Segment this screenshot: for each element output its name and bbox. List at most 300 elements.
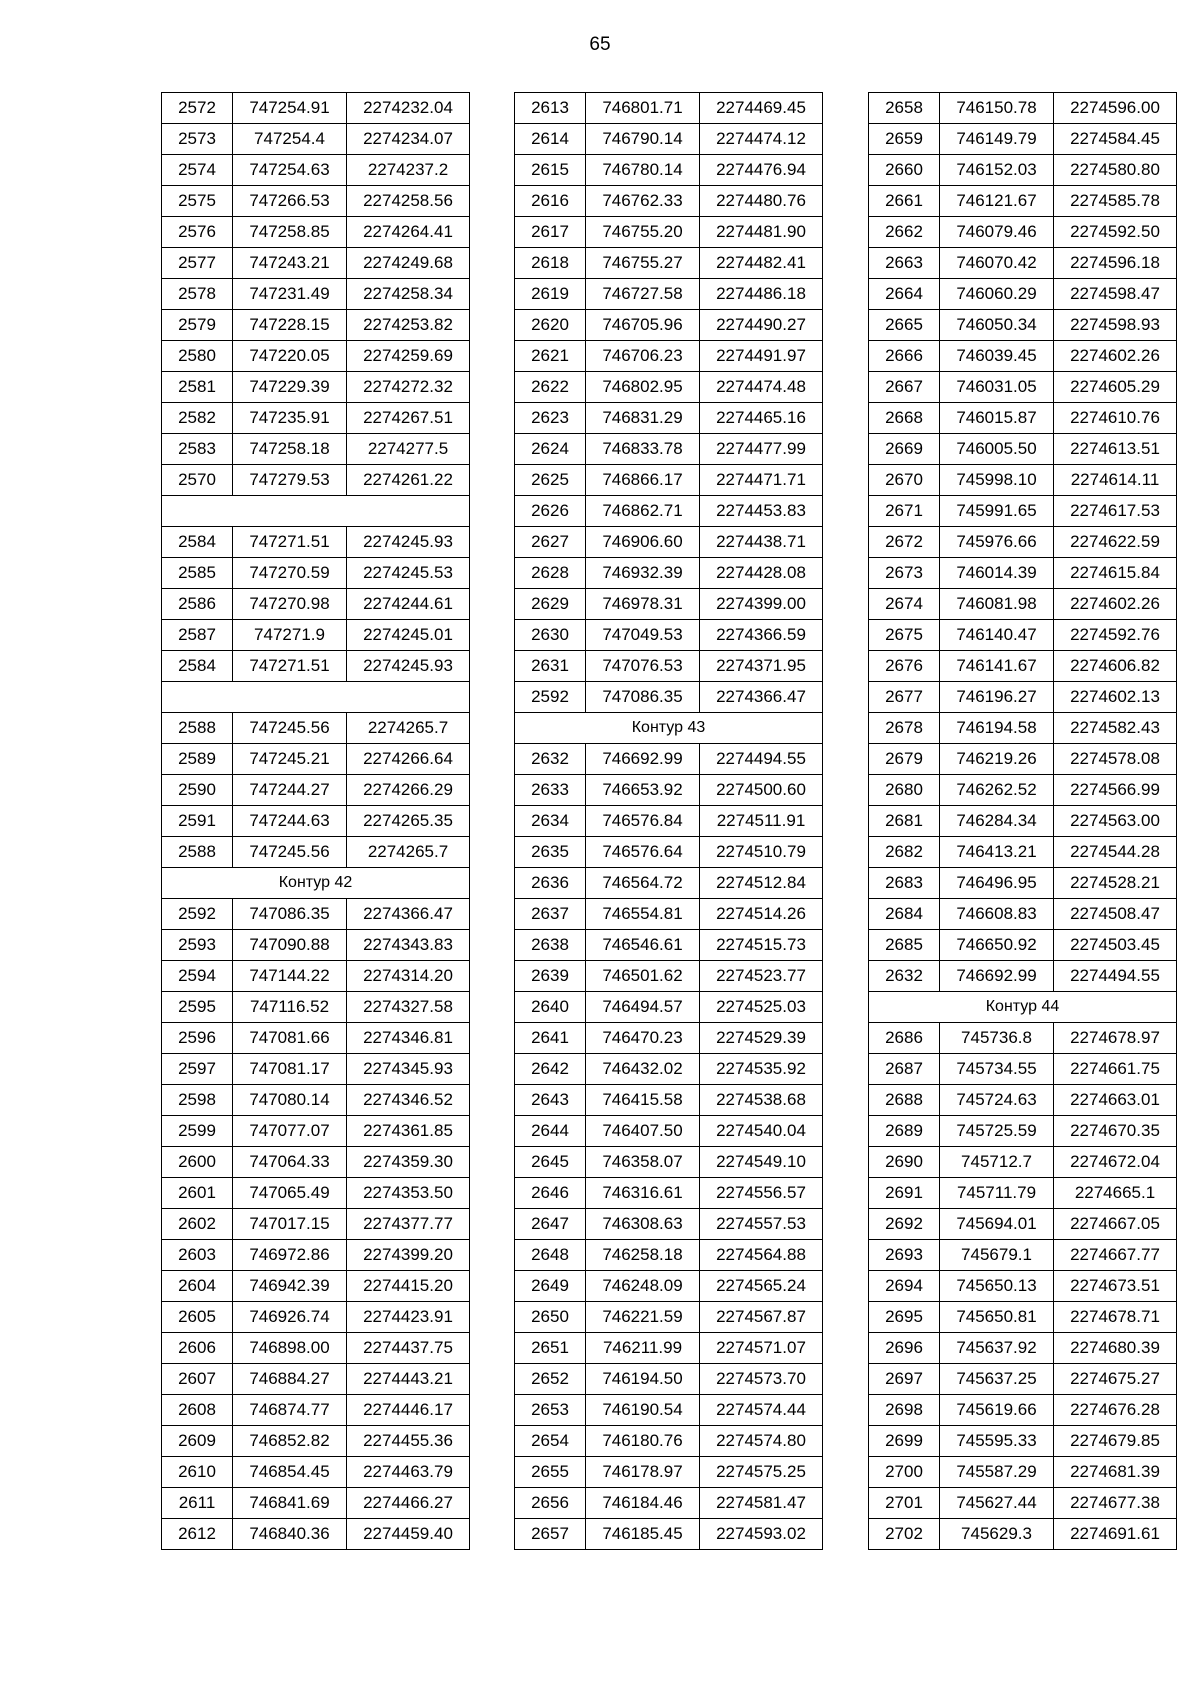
contour-header-row [869, 992, 1177, 1023]
table-row [869, 899, 1177, 930]
point-number-cell: 2670 [869, 465, 940, 496]
point-number-cell: 2598 [162, 1085, 233, 1116]
contour-header-row [162, 868, 470, 899]
table-row [869, 1085, 1177, 1116]
y-coordinate-cell: 2274593.02 [700, 1519, 823, 1550]
x-coordinate-cell: 746415.58 [586, 1085, 700, 1116]
table-row [162, 899, 470, 930]
y-coordinate-cell: 2274500.60 [700, 775, 823, 806]
table-row [869, 1240, 1177, 1271]
y-coordinate-cell: 2274574.80 [700, 1426, 823, 1457]
point-number-cell: 2663 [869, 248, 940, 279]
table-row [869, 279, 1177, 310]
point-number-cell: 2640 [515, 992, 586, 1023]
table-row [162, 1054, 470, 1085]
x-coordinate-cell: 747229.39 [233, 372, 347, 403]
contour-header-row [515, 713, 823, 744]
y-coordinate-cell: 2274377.77 [347, 1209, 470, 1240]
x-coordinate-cell: 747254.63 [233, 155, 347, 186]
y-coordinate-cell: 2274565.24 [700, 1271, 823, 1302]
x-coordinate-cell: 746978.31 [586, 589, 700, 620]
x-coordinate-cell: 746248.09 [586, 1271, 700, 1302]
x-coordinate-cell: 746150.78 [940, 93, 1054, 124]
point-number-cell: 2611 [162, 1488, 233, 1519]
x-coordinate-cell: 746762.33 [586, 186, 700, 217]
y-coordinate-cell: 2274474.12 [700, 124, 823, 155]
y-coordinate-cell: 2274343.83 [347, 930, 470, 961]
x-coordinate-cell: 747271.51 [233, 651, 347, 682]
table-row [869, 372, 1177, 403]
point-number-cell: 2591 [162, 806, 233, 837]
y-coordinate-cell: 2274610.76 [1054, 403, 1177, 434]
table-row [869, 248, 1177, 279]
x-coordinate-cell: 747254.4 [233, 124, 347, 155]
table-row [869, 1457, 1177, 1488]
x-coordinate-cell: 745694.01 [940, 1209, 1054, 1240]
point-number-cell: 2588 [162, 837, 233, 868]
point-number-cell: 2699 [869, 1426, 940, 1457]
x-coordinate-cell: 746866.17 [586, 465, 700, 496]
x-coordinate-cell: 746178.97 [586, 1457, 700, 1488]
y-coordinate-cell: 2274540.04 [700, 1116, 823, 1147]
point-number-cell: 2650 [515, 1302, 586, 1333]
point-number-cell: 2595 [162, 992, 233, 1023]
point-number-cell: 2588 [162, 713, 233, 744]
point-number-cell: 2657 [515, 1519, 586, 1550]
coordinates-table-column-2 [514, 92, 823, 1550]
table-row [515, 1395, 823, 1426]
x-coordinate-cell: 746180.76 [586, 1426, 700, 1457]
point-number-cell: 2692 [869, 1209, 940, 1240]
point-number-cell: 2695 [869, 1302, 940, 1333]
x-coordinate-cell: 747077.07 [233, 1116, 347, 1147]
table-row [515, 1488, 823, 1519]
y-coordinate-cell: 2274544.28 [1054, 837, 1177, 868]
y-coordinate-cell: 2274491.97 [700, 341, 823, 372]
x-coordinate-cell: 745587.29 [940, 1457, 1054, 1488]
y-coordinate-cell: 2274566.99 [1054, 775, 1177, 806]
y-coordinate-cell: 2274265.7 [347, 837, 470, 868]
y-coordinate-cell: 2274245.93 [347, 527, 470, 558]
x-coordinate-cell: 746576.64 [586, 837, 700, 868]
table-row [515, 372, 823, 403]
table-row [162, 1302, 470, 1333]
table-row [515, 1457, 823, 1488]
x-coordinate-cell: 747243.21 [233, 248, 347, 279]
point-number-cell: 2637 [515, 899, 586, 930]
y-coordinate-cell: 2274508.47 [1054, 899, 1177, 930]
table-row [515, 1147, 823, 1178]
y-coordinate-cell: 2274249.68 [347, 248, 470, 279]
y-coordinate-cell: 2274515.73 [700, 930, 823, 961]
x-coordinate-cell: 747090.88 [233, 930, 347, 961]
table-row [515, 1271, 823, 1302]
y-coordinate-cell: 2274535.92 [700, 1054, 823, 1085]
table-row [515, 620, 823, 651]
y-coordinate-cell: 2274465.16 [700, 403, 823, 434]
table-row [515, 806, 823, 837]
table-row [515, 1085, 823, 1116]
point-number-cell: 2582 [162, 403, 233, 434]
x-coordinate-cell: 747086.35 [586, 682, 700, 713]
point-number-cell: 2573 [162, 124, 233, 155]
x-coordinate-cell: 746121.67 [940, 186, 1054, 217]
x-coordinate-cell: 745627.44 [940, 1488, 1054, 1519]
y-coordinate-cell: 2274277.5 [347, 434, 470, 465]
y-coordinate-cell: 2274584.45 [1054, 124, 1177, 155]
table-row [515, 186, 823, 217]
table-row [515, 217, 823, 248]
y-coordinate-cell: 2274258.34 [347, 279, 470, 310]
x-coordinate-cell: 746031.05 [940, 372, 1054, 403]
point-number-cell: 2682 [869, 837, 940, 868]
point-number-cell: 2666 [869, 341, 940, 372]
table-row [869, 775, 1177, 806]
table-row [515, 1209, 823, 1240]
y-coordinate-cell: 2274327.58 [347, 992, 470, 1023]
table-row [869, 806, 1177, 837]
y-coordinate-cell: 2274617.53 [1054, 496, 1177, 527]
table-row [515, 124, 823, 155]
table-row [162, 465, 470, 496]
point-number-cell: 2653 [515, 1395, 586, 1426]
x-coordinate-cell: 747144.22 [233, 961, 347, 992]
x-coordinate-cell: 746972.86 [233, 1240, 347, 1271]
y-coordinate-cell: 2274538.68 [700, 1085, 823, 1116]
point-number-cell: 2621 [515, 341, 586, 372]
table-row [869, 961, 1177, 992]
y-coordinate-cell: 2274399.20 [347, 1240, 470, 1271]
point-number-cell: 2675 [869, 620, 940, 651]
y-coordinate-cell: 2274232.04 [347, 93, 470, 124]
contour-header: Контур 44 [869, 992, 1177, 1023]
point-number-cell: 2659 [869, 124, 940, 155]
point-number-cell: 2589 [162, 744, 233, 775]
point-number-cell: 2689 [869, 1116, 940, 1147]
y-coordinate-cell: 2274681.39 [1054, 1457, 1177, 1488]
table-row [869, 1426, 1177, 1457]
table-row [869, 1519, 1177, 1550]
y-coordinate-cell: 2274678.97 [1054, 1023, 1177, 1054]
table-row [869, 682, 1177, 713]
y-coordinate-cell: 2274512.84 [700, 868, 823, 899]
table-row [515, 1519, 823, 1550]
x-coordinate-cell: 745991.65 [940, 496, 1054, 527]
y-coordinate-cell: 2274437.75 [347, 1333, 470, 1364]
point-number-cell: 2599 [162, 1116, 233, 1147]
table-row [162, 1085, 470, 1116]
point-number-cell: 2601 [162, 1178, 233, 1209]
y-coordinate-cell: 2274605.29 [1054, 372, 1177, 403]
point-number-cell: 2606 [162, 1333, 233, 1364]
y-coordinate-cell: 2274563.00 [1054, 806, 1177, 837]
y-coordinate-cell: 2274237.2 [347, 155, 470, 186]
table-row [162, 1178, 470, 1209]
x-coordinate-cell: 746050.34 [940, 310, 1054, 341]
x-coordinate-cell: 746692.99 [586, 744, 700, 775]
y-coordinate-cell: 2274557.53 [700, 1209, 823, 1240]
y-coordinate-cell: 2274261.22 [347, 465, 470, 496]
point-number-cell: 2636 [515, 868, 586, 899]
table-row [515, 403, 823, 434]
y-coordinate-cell: 2274272.32 [347, 372, 470, 403]
point-number-cell: 2593 [162, 930, 233, 961]
x-coordinate-cell: 746790.14 [586, 124, 700, 155]
y-coordinate-cell: 2274474.48 [700, 372, 823, 403]
point-number-cell: 2624 [515, 434, 586, 465]
point-number-cell: 2649 [515, 1271, 586, 1302]
table-row [869, 1116, 1177, 1147]
point-number-cell: 2687 [869, 1054, 940, 1085]
point-number-cell: 2613 [515, 93, 586, 124]
y-coordinate-cell: 2274265.7 [347, 713, 470, 744]
y-coordinate-cell: 2274614.11 [1054, 465, 1177, 496]
x-coordinate-cell: 747245.56 [233, 837, 347, 868]
x-coordinate-cell: 746501.62 [586, 961, 700, 992]
point-number-cell: 2607 [162, 1364, 233, 1395]
point-number-cell: 2694 [869, 1271, 940, 1302]
y-coordinate-cell: 2274453.83 [700, 496, 823, 527]
y-coordinate-cell: 2274672.04 [1054, 1147, 1177, 1178]
y-coordinate-cell: 2274494.55 [1054, 961, 1177, 992]
x-coordinate-cell: 745637.25 [940, 1364, 1054, 1395]
table-row [162, 1364, 470, 1395]
y-coordinate-cell: 2274598.47 [1054, 279, 1177, 310]
y-coordinate-cell: 2274665.1 [1054, 1178, 1177, 1209]
point-number-cell: 2632 [515, 744, 586, 775]
table-row [869, 1333, 1177, 1364]
table-row [515, 434, 823, 465]
point-number-cell: 2618 [515, 248, 586, 279]
table-row [162, 372, 470, 403]
table-row [162, 744, 470, 775]
y-coordinate-cell: 2274511.91 [700, 806, 823, 837]
x-coordinate-cell: 747080.14 [233, 1085, 347, 1116]
x-coordinate-cell: 746316.61 [586, 1178, 700, 1209]
x-coordinate-cell: 746494.57 [586, 992, 700, 1023]
table-row [515, 1333, 823, 1364]
x-coordinate-cell: 746932.39 [586, 558, 700, 589]
x-coordinate-cell: 747228.15 [233, 310, 347, 341]
point-number-cell: 2600 [162, 1147, 233, 1178]
table-row [515, 93, 823, 124]
y-coordinate-cell: 2274602.13 [1054, 682, 1177, 713]
x-coordinate-cell: 746262.52 [940, 775, 1054, 806]
point-number-cell: 2696 [869, 1333, 940, 1364]
x-coordinate-cell: 747245.21 [233, 744, 347, 775]
table-row [515, 899, 823, 930]
table-row [162, 434, 470, 465]
y-coordinate-cell: 2274346.52 [347, 1085, 470, 1116]
table-row [162, 806, 470, 837]
table-row [162, 992, 470, 1023]
y-coordinate-cell: 2274667.05 [1054, 1209, 1177, 1240]
y-coordinate-cell: 2274477.99 [700, 434, 823, 465]
table-row [869, 155, 1177, 186]
y-coordinate-cell: 2274596.18 [1054, 248, 1177, 279]
table-row [162, 961, 470, 992]
y-coordinate-cell: 2274264.41 [347, 217, 470, 248]
y-coordinate-cell: 2274423.91 [347, 1302, 470, 1333]
point-number-cell: 2594 [162, 961, 233, 992]
y-coordinate-cell: 2274613.51 [1054, 434, 1177, 465]
x-coordinate-cell: 746727.58 [586, 279, 700, 310]
point-number-cell: 2660 [869, 155, 940, 186]
point-number-cell: 2612 [162, 1519, 233, 1550]
table-row [162, 1519, 470, 1550]
point-number-cell: 2691 [869, 1178, 940, 1209]
y-coordinate-cell: 2274266.29 [347, 775, 470, 806]
x-coordinate-cell: 747081.17 [233, 1054, 347, 1085]
point-number-cell: 2690 [869, 1147, 940, 1178]
x-coordinate-cell: 746840.36 [233, 1519, 347, 1550]
table-row [162, 1240, 470, 1271]
table-row [869, 837, 1177, 868]
x-coordinate-cell: 747116.52 [233, 992, 347, 1023]
table-row [515, 744, 823, 775]
table-row [869, 341, 1177, 372]
y-coordinate-cell: 2274490.27 [700, 310, 823, 341]
y-coordinate-cell: 2274556.57 [700, 1178, 823, 1209]
table-row [869, 620, 1177, 651]
point-number-cell: 2681 [869, 806, 940, 837]
point-number-cell: 2661 [869, 186, 940, 217]
y-coordinate-cell: 2274676.28 [1054, 1395, 1177, 1426]
x-coordinate-cell: 746884.27 [233, 1364, 347, 1395]
table-row [515, 310, 823, 341]
point-number-cell: 2602 [162, 1209, 233, 1240]
x-coordinate-cell: 747244.63 [233, 806, 347, 837]
x-coordinate-cell: 747258.18 [233, 434, 347, 465]
x-coordinate-cell: 747244.27 [233, 775, 347, 806]
table-row [869, 217, 1177, 248]
x-coordinate-cell: 747076.53 [586, 651, 700, 682]
table-row [162, 1147, 470, 1178]
x-coordinate-cell: 747220.05 [233, 341, 347, 372]
table-row [515, 992, 823, 1023]
table-row [869, 93, 1177, 124]
x-coordinate-cell: 746184.46 [586, 1488, 700, 1519]
x-coordinate-cell: 747279.53 [233, 465, 347, 496]
table-row [162, 124, 470, 155]
point-number-cell: 2646 [515, 1178, 586, 1209]
x-coordinate-cell: 747258.85 [233, 217, 347, 248]
y-coordinate-cell: 2274575.25 [700, 1457, 823, 1488]
table-row [162, 930, 470, 961]
point-number-cell: 2702 [869, 1519, 940, 1550]
y-coordinate-cell: 2274415.20 [347, 1271, 470, 1302]
table-row [869, 744, 1177, 775]
point-number-cell: 2679 [869, 744, 940, 775]
y-coordinate-cell: 2274428.08 [700, 558, 823, 589]
x-coordinate-cell: 746413.21 [940, 837, 1054, 868]
x-coordinate-cell: 746801.71 [586, 93, 700, 124]
point-number-cell: 2631 [515, 651, 586, 682]
y-coordinate-cell: 2274494.55 [700, 744, 823, 775]
y-coordinate-cell: 2274361.85 [347, 1116, 470, 1147]
table-row [515, 1023, 823, 1054]
y-coordinate-cell: 2274585.78 [1054, 186, 1177, 217]
x-coordinate-cell: 746194.58 [940, 713, 1054, 744]
y-coordinate-cell: 2274476.94 [700, 155, 823, 186]
x-coordinate-cell: 745998.10 [940, 465, 1054, 496]
x-coordinate-cell: 746841.69 [233, 1488, 347, 1519]
y-coordinate-cell: 2274675.27 [1054, 1364, 1177, 1395]
x-coordinate-cell: 747270.59 [233, 558, 347, 589]
table-row [515, 465, 823, 496]
y-coordinate-cell: 2274267.51 [347, 403, 470, 434]
y-coordinate-cell: 2274514.26 [700, 899, 823, 930]
y-coordinate-cell: 2274371.95 [700, 651, 823, 682]
point-number-cell: 2629 [515, 589, 586, 620]
point-number-cell: 2654 [515, 1426, 586, 1457]
y-coordinate-cell: 2274596.00 [1054, 93, 1177, 124]
y-coordinate-cell: 2274245.01 [347, 620, 470, 651]
point-number-cell: 2616 [515, 186, 586, 217]
contour-header-row [162, 682, 470, 713]
point-number-cell: 2620 [515, 310, 586, 341]
y-coordinate-cell: 2274615.84 [1054, 558, 1177, 589]
point-number-cell: 2625 [515, 465, 586, 496]
x-coordinate-cell: 746196.27 [940, 682, 1054, 713]
y-coordinate-cell: 2274571.07 [700, 1333, 823, 1364]
x-coordinate-cell: 745679.1 [940, 1240, 1054, 1271]
table-row [869, 558, 1177, 589]
point-number-cell: 2648 [515, 1240, 586, 1271]
x-coordinate-cell: 746070.42 [940, 248, 1054, 279]
y-coordinate-cell: 2274663.01 [1054, 1085, 1177, 1116]
table-row [869, 1302, 1177, 1333]
table-row [515, 558, 823, 589]
x-coordinate-cell: 746564.72 [586, 868, 700, 899]
x-coordinate-cell: 745976.66 [940, 527, 1054, 558]
y-coordinate-cell: 2274606.82 [1054, 651, 1177, 682]
point-number-cell: 2635 [515, 837, 586, 868]
table-row [515, 1364, 823, 1395]
point-number-cell: 2578 [162, 279, 233, 310]
table-row [162, 1271, 470, 1302]
x-coordinate-cell: 746081.98 [940, 589, 1054, 620]
contour-header-row [162, 496, 470, 527]
y-coordinate-cell: 2274525.03 [700, 992, 823, 1023]
y-coordinate-cell: 2274345.93 [347, 1054, 470, 1085]
point-number-cell: 2579 [162, 310, 233, 341]
y-coordinate-cell: 2274266.64 [347, 744, 470, 775]
point-number-cell: 2642 [515, 1054, 586, 1085]
table-row [162, 1333, 470, 1364]
y-coordinate-cell: 2274564.88 [700, 1240, 823, 1271]
y-coordinate-cell: 2274314.20 [347, 961, 470, 992]
x-coordinate-cell: 746705.96 [586, 310, 700, 341]
table-row [162, 248, 470, 279]
table-row [515, 527, 823, 558]
point-number-cell: 2686 [869, 1023, 940, 1054]
point-number-cell: 2697 [869, 1364, 940, 1395]
point-number-cell: 2619 [515, 279, 586, 310]
y-coordinate-cell: 2274529.39 [700, 1023, 823, 1054]
point-number-cell: 2610 [162, 1457, 233, 1488]
x-coordinate-cell: 746496.95 [940, 868, 1054, 899]
point-number-cell: 2584 [162, 527, 233, 558]
x-coordinate-cell: 747271.9 [233, 620, 347, 651]
x-coordinate-cell: 746185.45 [586, 1519, 700, 1550]
x-coordinate-cell: 747254.91 [233, 93, 347, 124]
point-number-cell: 2586 [162, 589, 233, 620]
table-row [869, 1364, 1177, 1395]
table-row [162, 403, 470, 434]
x-coordinate-cell: 746755.20 [586, 217, 700, 248]
point-number-cell: 2632 [869, 961, 940, 992]
